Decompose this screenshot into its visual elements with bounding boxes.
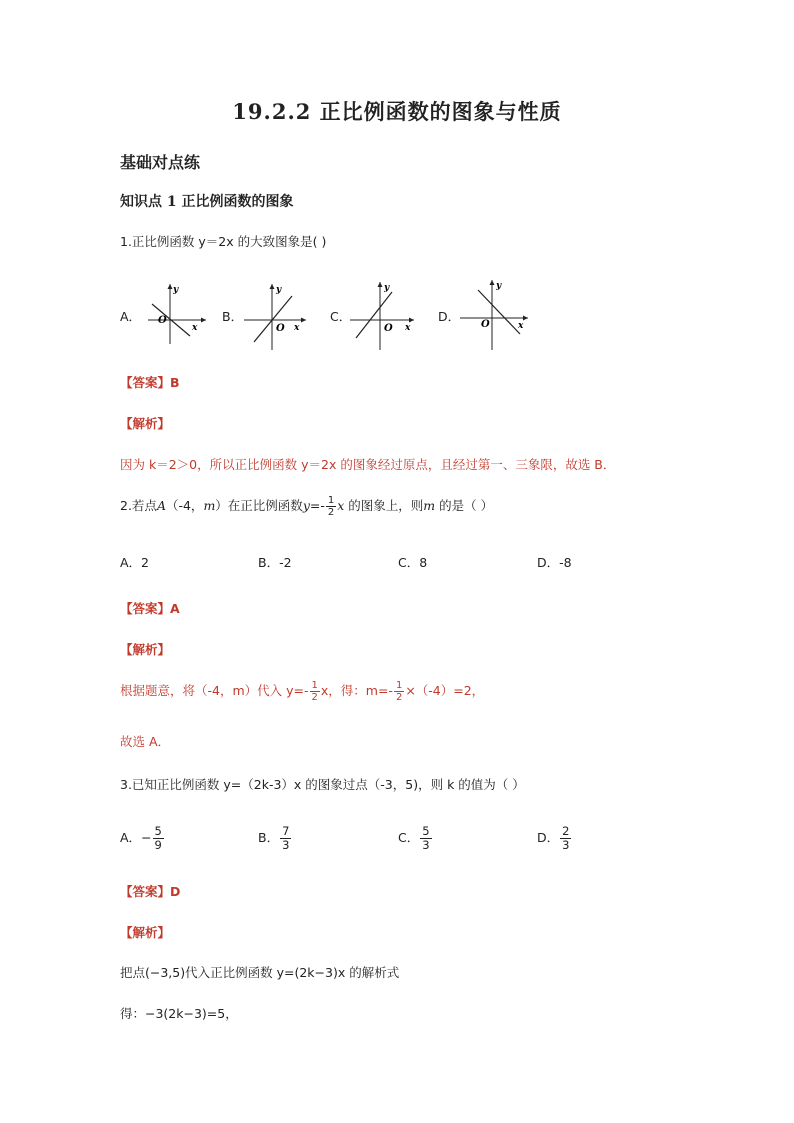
q2-analysis-1-mid: x，得：m=-	[320, 683, 393, 698]
q1-a-origin-label: O	[158, 315, 167, 326]
q2-func-eq: =-	[309, 498, 325, 513]
q2-frac-den: 2	[327, 507, 335, 518]
q3-option-c-fraction	[420, 825, 431, 852]
q1-answer	[120, 373, 180, 391]
q1-d-y-label: y	[496, 281, 502, 291]
q3-option-a-label: A．	[120, 830, 142, 845]
page-title: 19.2.2 正比例函数的图象与性质	[232, 99, 562, 124]
q1-option-d-label: D．	[438, 309, 461, 324]
q2-analysis-fraction-1	[310, 680, 320, 703]
q2-analysis-frac1-num: 1	[311, 680, 318, 691]
q1-analysis-text: 因为 k＝2＞0，所以正比例函数 y＝2x 的图象经过原点，且经过第一、三象限，故选 B．	[120, 457, 616, 472]
q1-answer-value: B	[170, 375, 180, 390]
q3-answer	[120, 882, 180, 900]
q2-analysis-1-post: ×（-4）=2，	[405, 683, 485, 698]
q2-analysis-fraction-2	[394, 680, 404, 703]
q2-stem-end: 的是（ ）	[435, 498, 494, 513]
q3-option-a-fraction	[153, 825, 164, 852]
q1-answer-label: 【答案】	[120, 375, 171, 390]
q3-answer-value: D	[170, 884, 181, 899]
q3-option-c	[398, 824, 433, 852]
q1-option-b-graph	[242, 280, 314, 352]
question-2-stem	[120, 495, 493, 518]
q1-analysis-label: 【解析】	[120, 416, 171, 431]
q2-option-a: A．2	[120, 555, 150, 570]
q2-option-c: C．8	[398, 555, 428, 570]
q1-a-x-label: x	[192, 323, 198, 333]
q3-option-d	[537, 824, 572, 852]
q2-analysis-line-2: 故选 A．	[120, 734, 171, 749]
q2-m-var: m	[423, 498, 436, 513]
q3-option-d-fraction	[560, 825, 571, 852]
q2-analysis-frac1-den: 2	[311, 692, 318, 703]
q1-option-b-label: B．	[222, 309, 244, 324]
q3-option-a-den: 9	[154, 838, 162, 852]
q3-option-d-num: 2	[562, 824, 570, 838]
q3-option-a-num: 5	[154, 824, 162, 838]
q3-option-d-den: 3	[562, 838, 570, 852]
q2-func-y: y	[302, 498, 310, 513]
q3-option-b-den: 3	[282, 838, 290, 852]
q1-c-origin-label: O	[384, 323, 393, 334]
q1-c-y-label: y	[384, 283, 390, 293]
q1-d-x-label: x	[518, 321, 524, 331]
q2-analysis-frac2-num: 1	[395, 680, 403, 691]
q3-option-c-den: 3	[422, 838, 430, 852]
section-heading: 基础对点练	[120, 153, 201, 172]
q2-answer	[120, 599, 180, 617]
q2-analysis-frac2-den: 2	[395, 692, 403, 703]
knowledge-point-heading: 知识点 1 正比例函数的图象	[120, 194, 294, 210]
q3-option-c-num: 5	[422, 824, 430, 838]
q2-answer-value: A	[170, 601, 180, 616]
q3-analysis-line-2: 得：−3(2k−3)=5，	[120, 1006, 238, 1021]
q3-option-b-fraction	[280, 825, 291, 852]
q1-b-y-label: y	[276, 285, 282, 295]
q2-coords-pre: （-4，	[165, 498, 204, 513]
q1-option-a-label: A．	[120, 309, 142, 324]
q1-option-c-label: C．	[330, 309, 352, 324]
q2-coords-post: ）在正比例函数	[215, 498, 303, 513]
q1-d-origin-label: O	[481, 319, 490, 330]
q1-c-x-label: x	[405, 323, 411, 333]
q2-point-name: A	[156, 498, 166, 513]
q2-fraction	[326, 495, 336, 518]
q2-analysis-1-pre: 根据题意，将（-4，m）代入 y=-	[120, 683, 309, 698]
q3-option-a-sign: −	[141, 830, 152, 845]
q3-answer-label: 【答案】	[120, 884, 171, 899]
q2-stem-pre: 2.若点	[120, 498, 157, 513]
q2-stem-mid: 的图象上，则	[344, 498, 424, 513]
q3-option-b-label: B．	[258, 830, 280, 845]
q2-analysis-line-1	[120, 680, 484, 703]
q2-analysis-label: 【解析】	[120, 642, 171, 657]
q3-analysis-label: 【解析】	[120, 925, 171, 940]
q2-option-d: D．-8	[537, 555, 572, 570]
q1-option-c-graph	[348, 278, 418, 352]
q1-b-x-label: x	[294, 323, 300, 333]
q2-answer-label: 【答案】	[120, 601, 171, 616]
q3-option-c-label: C．	[398, 830, 420, 845]
q3-option-a	[120, 824, 165, 852]
q3-option-d-label: D．	[537, 830, 560, 845]
q1-option-a-graph	[144, 280, 210, 346]
q2-option-b: B．-2	[258, 555, 292, 570]
q2-frac-num: 1	[327, 495, 335, 506]
q1-option-d-graph	[458, 276, 532, 352]
q2-coords-m: m	[203, 498, 216, 513]
q2-func-x: x	[337, 498, 345, 513]
question-3-stem: 3.已知正比例函数 y=（2k-3）x 的图象过点（-3，5)，则 k 的值为（ ）	[120, 777, 525, 792]
q3-analysis-line-1: 把点(−3,5)代入正比例函数 y=(2k−3)x 的解析式	[120, 965, 400, 980]
q1-b-origin-label: O	[276, 323, 285, 334]
q3-option-b	[258, 824, 292, 852]
q3-option-b-num: 7	[282, 824, 290, 838]
q1-a-y-label: y	[173, 285, 179, 295]
question-1-stem: 1.正比例函数 y＝2x 的大致图象是( )	[120, 234, 327, 249]
